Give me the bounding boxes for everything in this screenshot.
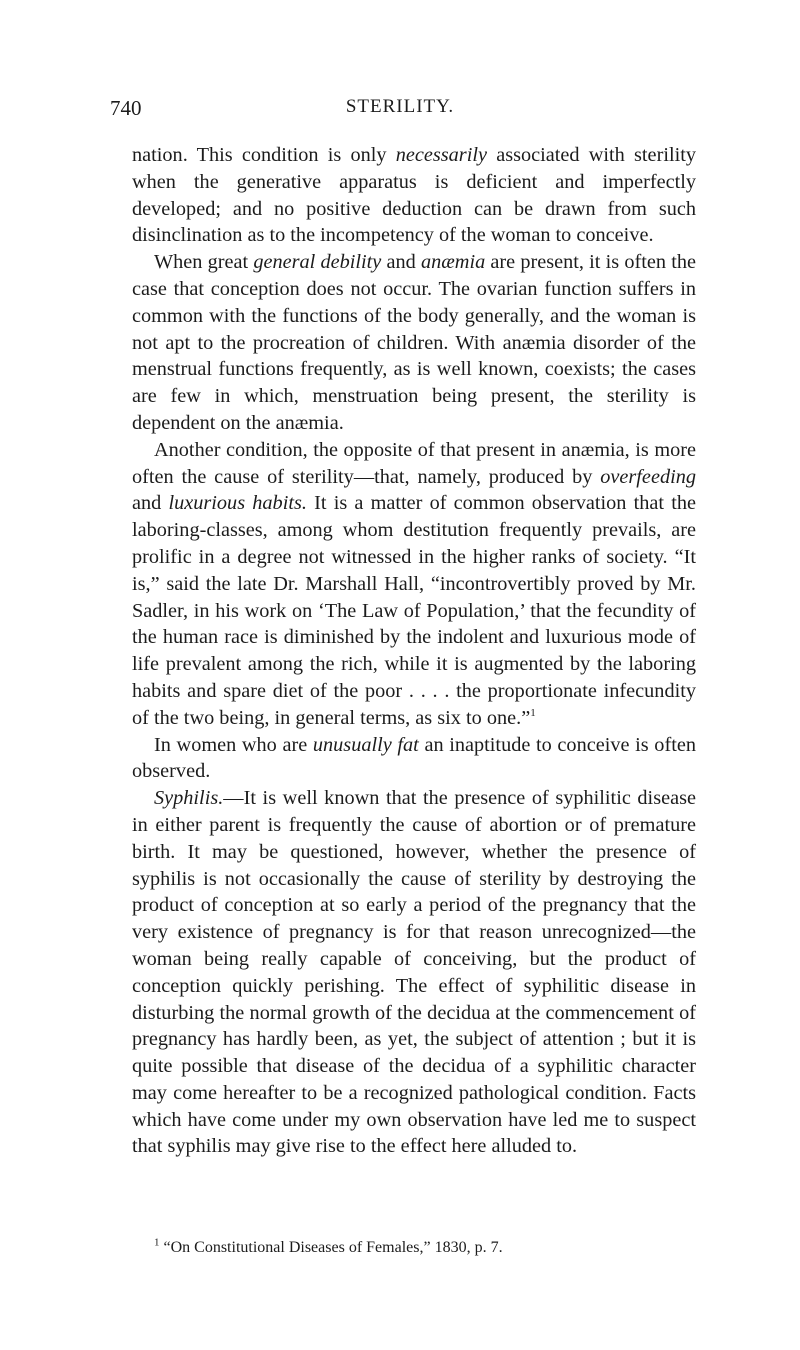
text-run: nation. This condition is only [132, 144, 396, 166]
paragraph [132, 249, 696, 437]
text-run: —It is well known that the presence of syphilitic disease in either parent is frequently the cause of abortion or of premature birth. It may be questioned, however, whether the presence of syphilis is not occasionally the cause of sterility by destroying the product of conception at so early a period of the pregnancy that the very existence of pregnancy is for that reason unrecognized—the woman being really capable of conceiving, but the product of conception quickly perishing. The effect of syphilitic disease in disturbing the normal growth of the decidua at the commencement of pregnancy has hardly been, as yet, the subject of attention ; but it is quite possible that disease of the decidua of a syphilitic character may come hereafter to be a recognized pathological condition. Facts which have come under my own observation have led me to suspect that syphilis may give rise to the effect here alluded to. [132, 787, 696, 1158]
footnote-marker: 1 [154, 1236, 160, 1249]
text-run: are present, it is often the case that conception does not occur. The ovarian function suffers in common with the functions of the body generally, and the woman is not apt to the procreation of children. With anæmia disorder of the menstrual functions frequently, as is well known, coexists; the cases are few in which, menstruation being present, the sterility is dependent on the anæmia. [132, 251, 696, 434]
paragraph [132, 437, 696, 732]
emphasis: unusually fat [312, 733, 419, 756]
running-title: STERILITY. [345, 96, 455, 117]
section-heading: Syphilis. [154, 787, 224, 810]
paragraph [132, 142, 696, 249]
text-run: and [381, 251, 421, 274]
footnote [154, 1238, 714, 1258]
paragraph [132, 732, 696, 786]
footnote-text: “On Constitutional Diseases of Females,” 1830, p. 7. [159, 1239, 503, 1256]
text-run: It is a matter of common observation that the laboring-classes, among whom destitution frequently prevails, are prolific in a degree not witnessed in the higher ranks of society. “It is,” said the late Dr. Marshall Hall, “incontrovertibly proved by Mr. Sadler, in his work on ‘The Law of Population,’ that the fecundity of the human race is diminished by the indolent and luxurious mode of life prevalent among the rich, while it is augmented by the laboring habits and spare diet of the poor . . . . the proportionate infecundity of the two being, in general terms, as six to one.” [132, 492, 696, 729]
paragraph [132, 785, 696, 1160]
text-run: an inaptitude to conceive is often observed. [132, 733, 696, 783]
emphasis: overfeeding [600, 465, 696, 488]
emphasis: luxurious habits. [168, 492, 307, 515]
emphasis: necessarily [395, 144, 487, 166]
emphasis: anæmia [420, 251, 486, 274]
footnote-reference[interactable]: 1 [530, 706, 536, 719]
body-text [132, 142, 696, 1160]
text-run: When great [154, 251, 254, 274]
emphasis: general debility [253, 251, 382, 274]
text-run: Another condition, the opposite of that present in anæmia, is more often the cause of sterility—that, namely, produced by [132, 438, 696, 488]
page-header [110, 96, 690, 120]
text-run: In women who are [154, 733, 313, 756]
text-run: and [132, 492, 169, 515]
text-run: associated with sterility when the generative apparatus is deficient and imperfectly developed; and no positive deduction can be drawn from such disinclination as to the incompetency of the woman to conceive. [132, 144, 696, 247]
page-number: 740 [110, 96, 142, 120]
